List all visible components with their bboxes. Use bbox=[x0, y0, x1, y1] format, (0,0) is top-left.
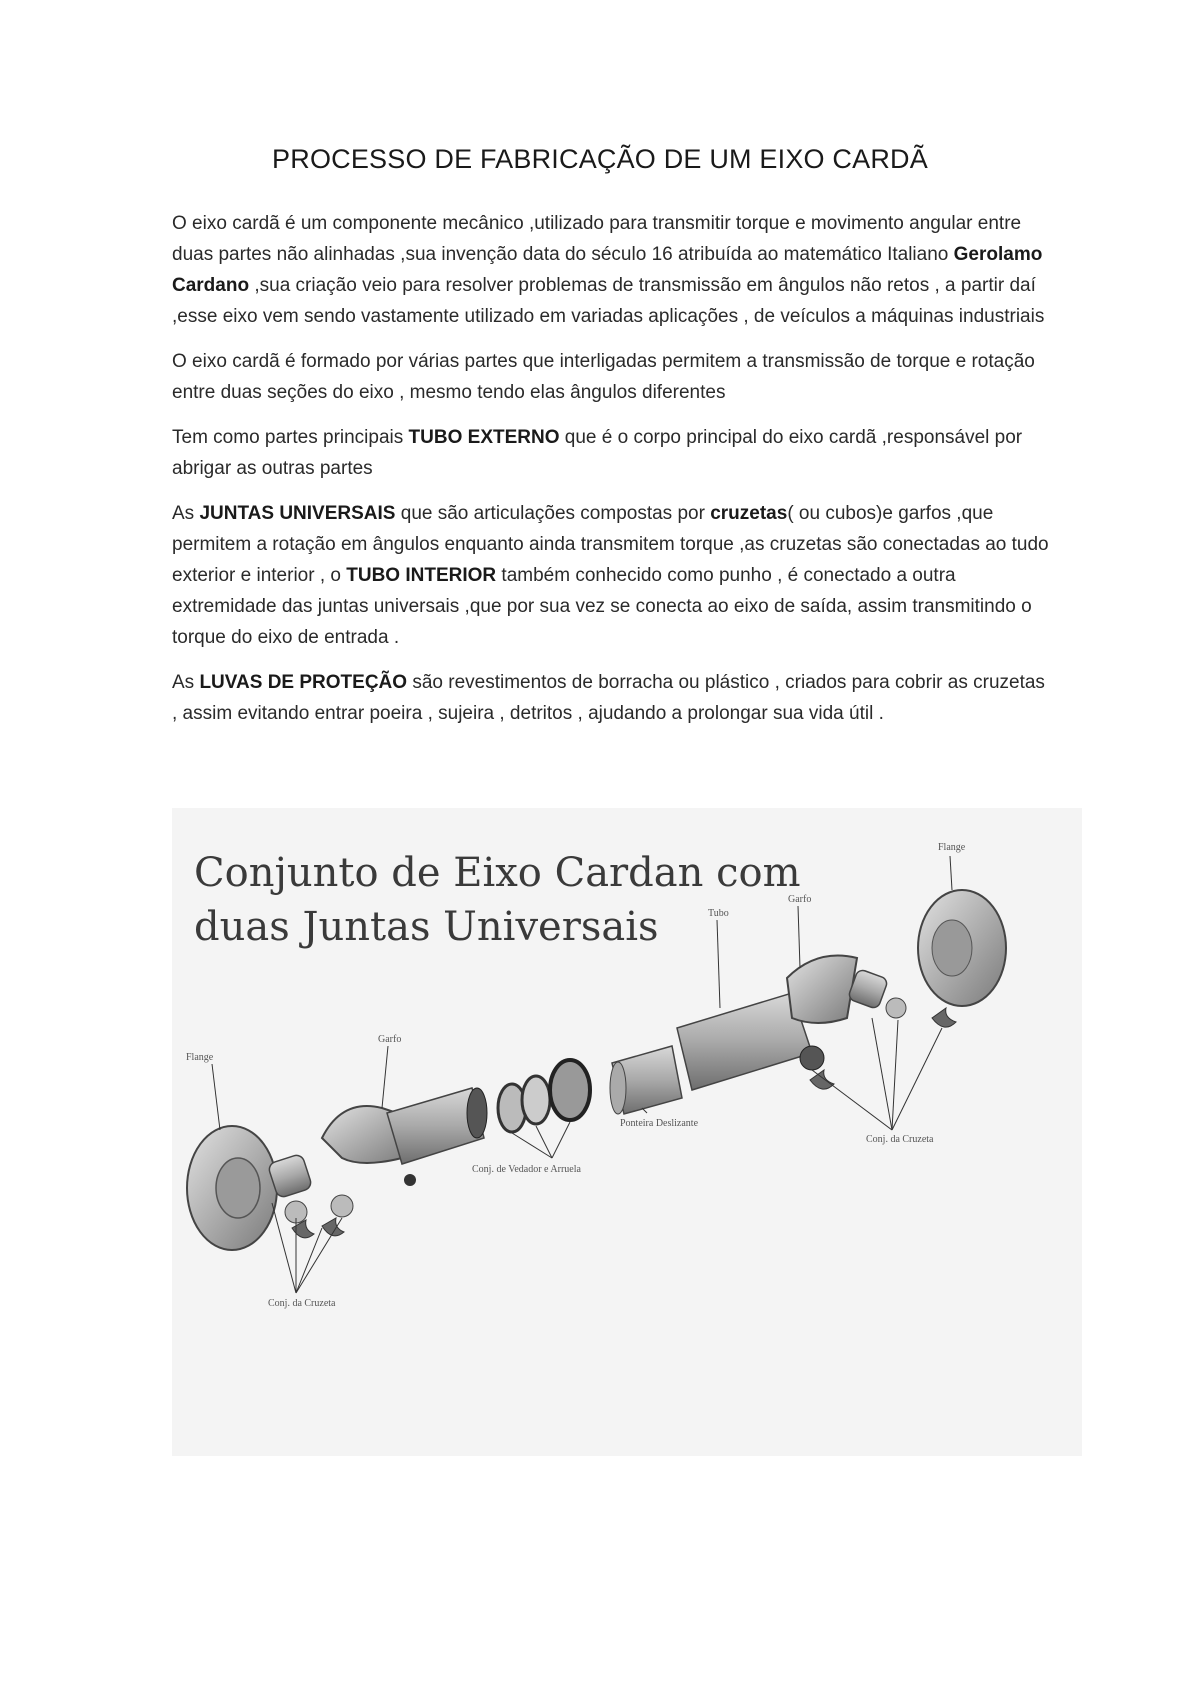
term-cruzetas: cruzetas bbox=[710, 503, 788, 524]
inventor-name: Gerolamo Cardano bbox=[172, 244, 1043, 296]
label-garfo-left: Garfo bbox=[378, 1034, 402, 1045]
paragraph-juntas-universais: As JUNTAS UNIVERSAIS que são articulações compostas por cruzetas( ou cubos)e garfos ,que permitem a rotação em ângulos enquanto ainda transmitem torque ,as cruzetas são conectadas ao tudo exterior e interior , o TUBO INTERIOR também conhecido como punho , é conectado a outra extremidade das juntas universais ,que por sua vez se conecta ao eixo de saída, assim transmitindo o torque do eixo de entrada . bbox=[172, 503, 1049, 648]
term-tubo-externo: TUBO EXTERNO bbox=[408, 427, 560, 448]
term-luvas-de-protecao: LUVAS DE PROTEÇÃO bbox=[199, 672, 408, 693]
label-flange-right: Flange bbox=[938, 842, 966, 853]
ponteira-part bbox=[610, 1046, 682, 1114]
paragraph-origin: O eixo cardã é um componente mecânico ,utilizado para transmitir torque e movimento angular entre duas partes não alinhadas ,sua invenção data do século 16 atribuída ao matemático Italiano Gerolamo Cardano ,sua criação veio para resolver problemas de transmissão em ângulos não retos , a partir daí ,esse eixo vem sendo vastamente utilizado em variadas aplicações , de veículos a máquinas industriais bbox=[172, 213, 1045, 327]
paragraph-luvas: As LUVAS DE PROTEÇÃO são revestimentos de borracha ou plástico , criados para cobrir as cruzetas , assim evitando entrar poeira , sujeira , detritos , ajudando a prolongar sua vida útil . bbox=[172, 672, 1045, 724]
term-tubo-interior: TUBO INTERIOR bbox=[346, 565, 497, 586]
flange-right-part bbox=[918, 890, 1006, 1006]
paragraph-structure: O eixo cardã é formado por várias partes que interligadas permitem a transmissão de torque e rotação entre duas seções do eixo , mesmo tendo elas ângulos diferentes bbox=[172, 351, 1035, 403]
term-juntas-universais: JUNTAS UNIVERSAIS bbox=[199, 503, 396, 524]
cardan-shaft-figure bbox=[172, 808, 1082, 1456]
garfo-right-part bbox=[787, 956, 857, 1024]
tubo-left-part bbox=[387, 1088, 487, 1164]
document-body bbox=[172, 208, 1052, 743]
vedador-part bbox=[498, 1060, 590, 1132]
flange-left-part bbox=[187, 1126, 277, 1250]
label-ponteira: Ponteira Deslizante bbox=[620, 1118, 699, 1129]
label-tubo: Tubo bbox=[708, 908, 729, 919]
document-title: PROCESSO DE FABRICAÇÃO DE UM EIXO CARDÃ bbox=[272, 144, 928, 174]
figure-title: Conjunto de Eixo Cardan com duas Juntas Universais bbox=[194, 850, 801, 950]
label-vedador: Conj. de Vedador e Arruela bbox=[472, 1164, 581, 1175]
cruzeta-left-part bbox=[267, 1153, 353, 1238]
label-cruzeta-right: Conj. da Cruzeta bbox=[866, 1134, 934, 1145]
paragraph-tubo-externo: Tem como partes principais TUBO EXTERNO que é o corpo principal do eixo cardã ,responsável por abrigar as outras partes bbox=[172, 427, 1023, 479]
label-cruzeta-left: Conj. da Cruzeta bbox=[268, 1298, 336, 1309]
label-flange-left: Flange bbox=[186, 1052, 214, 1063]
label-garfo-right: Garfo bbox=[788, 894, 812, 905]
